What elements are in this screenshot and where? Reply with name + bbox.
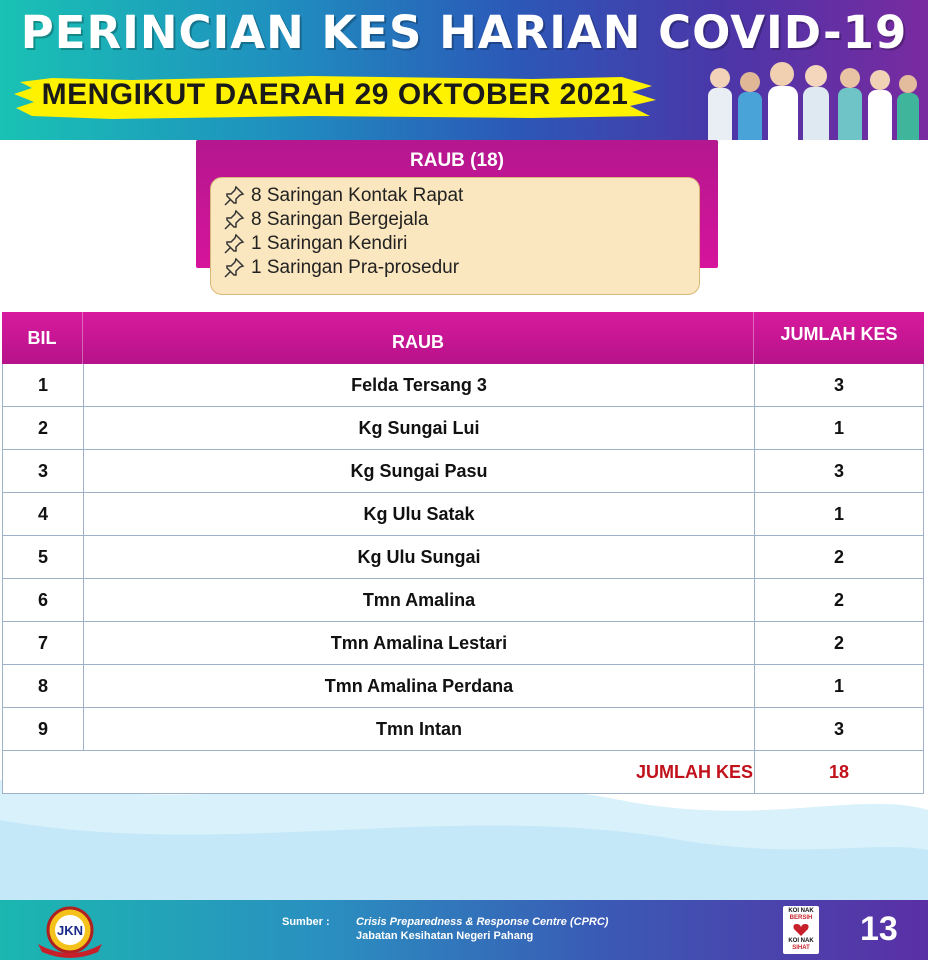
cell-bil: 7: [37, 632, 48, 653]
cell-location: Kg Sungai Lui: [358, 417, 480, 438]
table-row: [2, 622, 924, 665]
source-line-2: Jabatan Kesihatan Negeri Pahang: [356, 930, 534, 942]
table-row: [2, 536, 924, 579]
summary-item: [223, 232, 699, 256]
footer-bar: [0, 900, 928, 960]
pushpin-icon: [223, 257, 245, 279]
page-subtitle: MENGIKUT DAERAH 29 OKTOBER 2021: [41, 78, 629, 111]
cell-count: 1: [833, 675, 844, 696]
jkn-logo-text: JKN: [56, 923, 84, 938]
cell-location: Tmn Amalina: [362, 589, 476, 610]
summary-item-text: 8 Saringan Kontak Rapat: [251, 185, 464, 206]
summary-item: [223, 208, 699, 232]
summary-list: [210, 177, 700, 295]
cell-location: Kg Ulu Sungai: [357, 546, 481, 567]
cell-count: 3: [833, 718, 844, 739]
summary-title: RAUB (18): [410, 150, 504, 171]
cell-bil: 6: [37, 589, 48, 610]
table-row: [2, 708, 924, 751]
koi-nak-bersih-logo: KOI NAK BERSIH KOI NAK SIHAT: [783, 906, 819, 954]
cell-count: 2: [833, 589, 844, 610]
cell-count: 1: [833, 417, 844, 438]
table-row: [2, 450, 924, 493]
pushpin-icon: [223, 185, 245, 207]
cell-count: 3: [833, 460, 844, 481]
heart-icon: [793, 923, 809, 937]
cell-count: 1: [833, 503, 844, 524]
summary-item-text: 1 Saringan Kendiri: [251, 233, 408, 254]
cell-count: 3: [833, 374, 844, 395]
table-row: [2, 407, 924, 450]
cell-location: Tmn Intan: [376, 718, 462, 739]
table-row: [2, 665, 924, 708]
cell-location: Kg Ulu Satak: [363, 503, 475, 524]
table-row: [2, 364, 924, 407]
page-number: 13: [860, 910, 898, 948]
cell-location: Tmn Amalina Perdana: [324, 675, 514, 696]
pushpin-icon: [223, 209, 245, 231]
cell-location: Tmn Amalina Lestari: [330, 632, 508, 653]
source-label: Sumber :: [282, 916, 330, 928]
source-line-1: Crisis Preparedness & Response Centre (CPRC): [356, 916, 609, 928]
summary-item: [223, 184, 699, 208]
total-label: JUMLAH KES: [635, 761, 753, 782]
pushpin-icon: [223, 233, 245, 255]
cell-bil: 8: [37, 675, 48, 696]
page-title: PERINCIAN KES HARIAN COVID-19: [20, 6, 908, 59]
cell-location: Kg Sungai Pasu: [350, 460, 488, 481]
cell-location: Felda Tersang 3: [351, 374, 487, 395]
cell-bil: 5: [37, 546, 48, 567]
cell-bil: 2: [37, 417, 48, 438]
table-header: [2, 312, 924, 364]
total-value: 18: [828, 761, 850, 782]
header-banner: [0, 0, 928, 140]
summary-item-text: 1 Saringan Pra-prosedur: [251, 257, 460, 278]
summary-item-text: 8 Saringan Bergejala: [251, 209, 429, 230]
header-raub: RAUB: [392, 331, 444, 352]
cases-table: [2, 312, 924, 794]
jkn-logo: [32, 904, 108, 958]
cell-count: 2: [833, 546, 844, 567]
cell-bil: 4: [37, 503, 48, 524]
table-row: [2, 493, 924, 536]
cell-count: 2: [833, 632, 844, 653]
cell-bil: 1: [37, 374, 48, 395]
summary-item: [223, 256, 699, 280]
table-row: [2, 579, 924, 622]
header-bil: BIL: [27, 327, 57, 348]
cell-bil: 9: [37, 718, 48, 739]
header-jumlah-kes: JUMLAH KES: [780, 323, 898, 344]
table-total-row: [2, 751, 924, 794]
cell-bil: 3: [37, 460, 48, 481]
healthcare-workers-illustration: [690, 52, 928, 140]
